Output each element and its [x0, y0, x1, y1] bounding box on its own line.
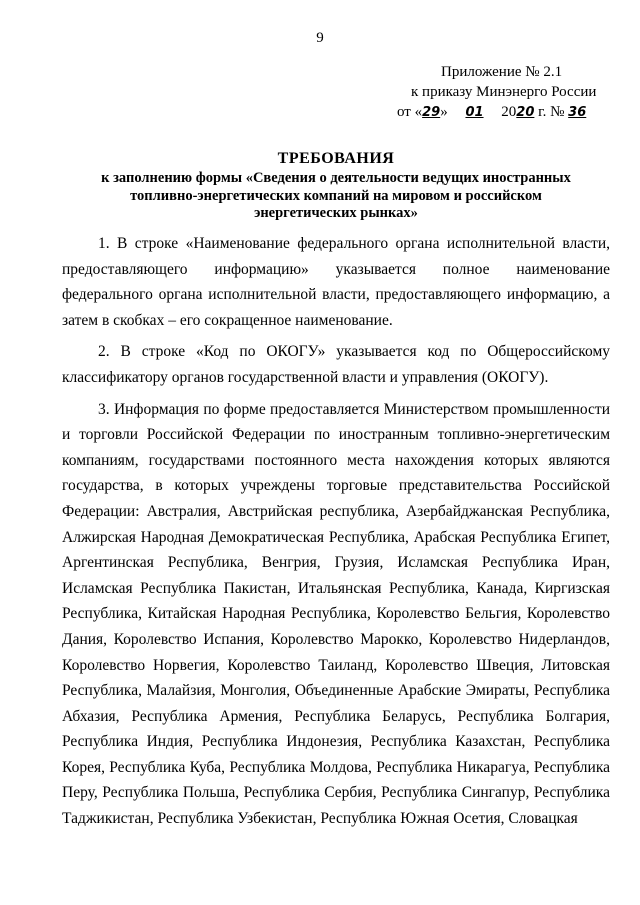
document-subtitle-line-1: к заполнению формы «Сведения о деятельности ведущих иностранных — [101, 170, 571, 186]
paragraph-3: 3. Информация по форме предоставляется Министерством промышленности и торговли Российской Федерации по иностранным топливно-энергетическим компаниям, государствами постоянного места нахождения которых являются государства, в которых учреждены торговые представительства Российской Федерации: Австралия, Австрийская республика, Азербайджанская Республика, Алжирская Народная Демократическая Республика, Арабская Республика Египет, Аргентинская Республика, Венгрия, Грузия, Исламская Республика Иран, Исламская Республика Пакистан, Итальянская Республика, Канада, Киргизская Республика, Китайская Народная Республика, Королевство Бельгия, Королевство Дания, Королевство Испания, Королевство Марокко, Королевство Нидерландов, Королевство Норвегия, Королевство Таиланд, Королевство Швеция, Литовская Республика, Малайзия, Монголия, Объединенные Арабские Эмираты, Республика Абхазия, Республика Армения, Республика Беларусь, Республика Болгария, Республика Индия, Республика Индонезия, Республика Казахстан, Республика Корея, Республика Куба, Республика Молдова, Республика Никарагуа, Республика Перу, Республика Польша, Республика Сербия, Республика Сингапур, Республика Таджикистан, Республика Узбекистан, Республика Южная Осетия, Словацкая — [62, 400, 610, 828]
date-day: 29 — [422, 105, 441, 120]
date-mid: » — [440, 104, 452, 120]
paragraph-2: 2. В строке «Код по ОКОГУ» указывается код по Общероссийскому классификатору органов государственной власти и управления (ОКОГУ). — [62, 343, 610, 386]
appendix-order-ref: к приказу Минэнерго России — [411, 84, 597, 100]
document-heading: ТРЕБОВАНИЯ — [277, 150, 395, 167]
date-month: 01 — [465, 105, 484, 120]
number-prefix: г. № — [534, 104, 569, 120]
document-subtitle-line-2: топливно-энергетических компаний на мировом и российском — [130, 187, 542, 204]
appendix-header — [397, 62, 627, 123]
paragraph-1: 1. В строке «Наименование федерального органа исполнительной власти, предоставляющего информацию» указывается полное наименование федерального органа исполнительной власти, предоставляющего информацию, а затем в скобках – его сокращенное наименование. — [62, 235, 610, 329]
date-prefix: от « — [397, 104, 423, 120]
year-prefix: 20 — [497, 104, 517, 120]
document-body — [62, 231, 610, 838]
document-title-block — [40, 148, 632, 223]
appendix-date-line — [397, 102, 627, 123]
appendix-title: Приложение № 2.1 — [441, 64, 563, 80]
year-suffix: 20 — [516, 105, 535, 120]
order-number: 36 — [568, 105, 587, 120]
document-subtitle-line-3: энергетических рынках» — [254, 205, 418, 221]
page-number: 9 — [316, 30, 324, 46]
